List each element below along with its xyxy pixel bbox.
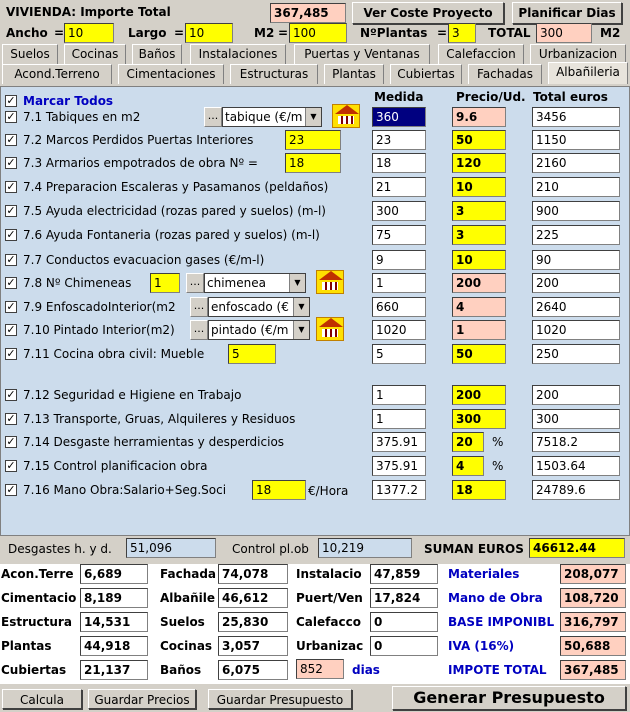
chevron-down-icon[interactable]: ▼ [293, 321, 309, 339]
precio-input[interactable]: 300 [452, 409, 506, 429]
house-icon[interactable] [316, 317, 344, 341]
precio-input[interactable]: 3 [452, 201, 506, 221]
row-more-button[interactable]: ... [190, 297, 208, 317]
tab-cubiertas[interactable]: Cubiertas [390, 64, 462, 84]
row-checkbox[interactable]: ✓ [6, 133, 16, 146]
dropdown-value: pintado (€/m [211, 323, 289, 337]
pct-label: % [492, 459, 504, 473]
tab-cocinas[interactable]: Cocinas [64, 44, 126, 64]
total-input: 300 [532, 409, 620, 429]
suman-label: SUMAN EUROS [424, 542, 524, 556]
summary-value: 47,859 [370, 564, 438, 584]
precio-input[interactable]: 9.6 [452, 107, 506, 127]
total-input: 1150 [532, 130, 620, 150]
total-input: 2160 [532, 153, 620, 173]
ancho-label: Ancho [6, 26, 48, 40]
summary-label: BASE IMPONIBL [448, 615, 555, 629]
summary-value: 21,137 [80, 660, 148, 680]
row-unit: €/Hora [308, 484, 349, 498]
row-label: 7.5 Ayuda electricidad (rozas pared y suelos) (m-l) [23, 204, 326, 218]
row-checkbox[interactable]: ✓ [6, 323, 16, 336]
row-label: 7.10 Pintado Interior(m2) [23, 323, 175, 337]
total-input: 1020 [532, 320, 620, 340]
desgastes-label: Desgastes h. y d. [8, 542, 112, 556]
summary-value: 14,531 [80, 612, 148, 632]
row-label: 7.11 Cocina obra civil: Mueble [23, 347, 205, 361]
medida-input[interactable]: 375.91 [372, 456, 426, 476]
summary-value: 25,830 [218, 612, 288, 632]
tab-albanileria[interactable]: Albañileria [548, 62, 628, 84]
precio-input[interactable]: 20 [452, 432, 484, 452]
precio-input[interactable]: 50 [452, 344, 506, 364]
precio-input[interactable]: 3 [452, 225, 506, 245]
row-checkbox[interactable]: ✓ [6, 253, 16, 266]
row-label: 7.8 Nº Chimeneas [23, 276, 132, 290]
precio-input[interactable]: 18 [452, 480, 506, 500]
row-checkbox[interactable]: ✓ [6, 276, 16, 289]
row-checkbox[interactable]: ✓ [6, 412, 16, 425]
medida-input[interactable]: 18 [372, 153, 426, 173]
row-checkbox[interactable]: ✓ [6, 347, 16, 360]
medida-input[interactable]: 1377.2 [372, 480, 426, 500]
medida-input[interactable]: 375.91 [372, 432, 426, 452]
nplantas-input[interactable]: 3 [448, 23, 476, 43]
summary-value: 74,078 [218, 564, 288, 584]
summary-label: Acon.Terre [1, 567, 74, 581]
row-label: 7.12 Seguridad e Higiene en Trabajo [23, 388, 242, 402]
precio-input[interactable]: 10 [452, 250, 506, 270]
row-checkbox[interactable]: ✓ [6, 388, 16, 401]
guardar-precios-button[interactable]: Guardar Precios [88, 689, 196, 709]
suman-value: 46612.44 [529, 538, 625, 558]
medida-input[interactable]: 300 [372, 201, 426, 221]
summary-label: Puert/Ven [296, 591, 363, 605]
summary-label: Mano de Obra [448, 591, 543, 605]
medida-input[interactable]: 23 [372, 130, 426, 150]
row-label: 7.9 EnfoscadoInterior(m2 [23, 300, 176, 314]
row-label: 7.15 Control planificacion obra [23, 459, 208, 473]
medida-input[interactable]: 360 [372, 107, 426, 127]
desgastes-value: 51,096 [126, 538, 216, 558]
col-medida: Medida [374, 90, 424, 104]
total-input: 225 [532, 225, 620, 245]
row-checkbox[interactable]: ✓ [6, 156, 16, 169]
largo-label: Largo [128, 26, 167, 40]
dropdown-value: chimenea [207, 276, 266, 290]
row-dropdown[interactable] [222, 107, 322, 127]
medida-input[interactable]: 21 [372, 177, 426, 197]
summary-value: 0 [370, 636, 438, 656]
total-input: 1503.64 [532, 456, 620, 476]
tab-plantas[interactable]: Plantas [324, 64, 384, 84]
largo-input[interactable]: 10 [185, 23, 233, 43]
summary-label: Instalacio [296, 567, 362, 581]
total-m2: 300 [536, 23, 592, 43]
tab-calefaccion[interactable]: Calefaccion [438, 44, 524, 64]
precio-input[interactable]: 200 [452, 385, 506, 405]
row-label: 7.4 Preparacion Escaleras y Pasamanos (peldaños) [23, 180, 329, 194]
dropdown-value: enfoscado (€ [211, 300, 289, 314]
row-checkbox[interactable]: ✓ [6, 204, 16, 217]
summary-value: 208,077 [560, 564, 626, 584]
row-extra-input[interactable]: 23 [285, 130, 341, 150]
row-extra-input[interactable]: 5 [228, 344, 276, 364]
summary-value: 17,824 [370, 588, 438, 608]
summary-label: Cubiertas [1, 663, 67, 677]
eq-sign: = [278, 26, 289, 40]
precio-input[interactable]: 4 [452, 297, 506, 317]
summary-value: 8,189 [80, 588, 148, 608]
dias-value: 852 [296, 659, 344, 679]
precio-input[interactable]: 10 [452, 177, 506, 197]
summary-label: Urbanizac [296, 639, 364, 653]
chevron-down-icon[interactable]: ▼ [289, 274, 305, 292]
control-value: 10,219 [318, 538, 412, 558]
row-more-button[interactable]: ... [190, 320, 208, 340]
row-label: 7.7 Conductos evacuacion gases (€/m-l) [23, 253, 265, 267]
row-checkbox[interactable]: ✓ [6, 110, 16, 123]
summary-label: Suelos [160, 615, 205, 629]
summary-label: Plantas [1, 639, 52, 653]
row-label: 7.13 Transporte, Gruas, Alquileres y Residuos [23, 412, 296, 426]
control-label: Control pl.ob [232, 542, 309, 556]
summary-value: 3,057 [218, 636, 288, 656]
row-checkbox[interactable]: ✓ [6, 300, 16, 313]
tab-cimentaciones[interactable]: Cimentaciones [118, 64, 224, 84]
app-title: VIVIENDA: Importe Total [6, 5, 171, 19]
medida-input[interactable]: 75 [372, 225, 426, 245]
marcar-todos-label: Marcar Todos [23, 94, 114, 108]
calcula-button[interactable]: Calcula [2, 689, 82, 709]
summary-value: 46,612 [218, 588, 288, 608]
ver-coste-button[interactable]: Ver Coste Proyecto [352, 2, 504, 24]
row-extra-input[interactable]: 18 [252, 480, 306, 500]
row-label: 7.16 Mano Obra:Salario+Seg.Soci [23, 483, 227, 497]
total-input: 2640 [532, 297, 620, 317]
summary-label: Cimentacio [1, 591, 77, 605]
nplantas-label: NºPlantas [360, 26, 428, 40]
row-label: 7.1 Tabiques en m2 [23, 110, 141, 124]
total-input: 7518.2 [532, 432, 620, 452]
total-input: 210 [532, 177, 620, 197]
precio-input[interactable]: 4 [452, 456, 484, 476]
precio-input[interactable]: 200 [452, 273, 506, 293]
summary-value: 316,797 [560, 612, 626, 632]
medida-input[interactable]: 660 [372, 297, 426, 317]
ancho-input[interactable]: 10 [64, 23, 114, 43]
summary-label: Fachada [160, 567, 216, 581]
row-more-button[interactable]: ... [186, 273, 204, 293]
row-checkbox[interactable]: ✓ [6, 180, 16, 193]
total-label: TOTAL [488, 26, 531, 40]
eq-sign: = [54, 26, 65, 40]
row-dropdown[interactable] [208, 297, 310, 317]
summary-label: IVA (16%) [448, 639, 515, 653]
tab-instalaciones[interactable]: Instalaciones [190, 44, 286, 64]
pct-label: % [492, 435, 504, 449]
total-input: 24789.6 [532, 480, 620, 500]
dropdown-value: tabique (€/m [225, 110, 303, 124]
row-extra-input[interactable]: 18 [285, 153, 341, 173]
total-input: 90 [532, 250, 620, 270]
tab-fachadas[interactable]: Fachadas [468, 64, 542, 84]
precio-input[interactable]: 1 [452, 320, 506, 340]
summary-value: 0 [370, 612, 438, 632]
row-label: 7.6 Ayuda Fontaneria (rozas pared y suelos) (m-l) [23, 228, 320, 242]
tab-puertas[interactable]: Puertas y Ventanas [294, 44, 430, 64]
total-input: 200 [532, 385, 620, 405]
guardar-presupuesto-button[interactable]: Guardar Presupuesto [208, 689, 352, 709]
tab-acond-terreno[interactable]: Acond.Terreno [2, 64, 112, 84]
tab-urbanizacion[interactable]: Urbanizacion [530, 44, 626, 64]
medida-input[interactable]: 9 [372, 250, 426, 270]
summary-label: Materiales [448, 567, 520, 581]
chevron-down-icon[interactable]: ▼ [305, 108, 321, 126]
summary-value: 44,918 [80, 636, 148, 656]
col-total: Total euros [533, 90, 608, 104]
generar-presupuesto-button[interactable]: Generar Presupuesto [392, 686, 626, 710]
medida-input[interactable]: 5 [372, 344, 426, 364]
m2-input[interactable]: 100 [289, 23, 347, 43]
summary-label: Baños [160, 663, 202, 677]
summary-value: 367,485 [560, 660, 626, 680]
dias-label: dias [352, 663, 380, 677]
row-checkbox[interactable]: ✓ [6, 435, 16, 448]
row-extra-input[interactable]: 1 [150, 273, 180, 293]
summary-label: IMPOTE TOTAL [448, 663, 547, 677]
precio-input[interactable]: 120 [452, 153, 506, 173]
planificar-button[interactable]: Planificar Dias [512, 2, 622, 24]
summary-value: 6,075 [218, 660, 288, 680]
row-more-button[interactable]: ... [204, 107, 222, 127]
eq-sign: = [174, 26, 185, 40]
total-input: 900 [532, 201, 620, 221]
medida-input[interactable]: 1020 [372, 320, 426, 340]
house-icon[interactable] [316, 270, 344, 294]
summary-label: Calefacco [296, 615, 361, 629]
summary-label: Albañile [160, 591, 215, 605]
marcar-todos-checkbox[interactable]: ✓ [6, 94, 16, 107]
house-icon[interactable] [332, 104, 360, 128]
medida-input[interactable]: 1 [372, 273, 426, 293]
total-input: 200 [532, 273, 620, 293]
summary-value: 108,720 [560, 588, 626, 608]
medida-input[interactable]: 1 [372, 409, 426, 429]
row-checkbox[interactable]: ✓ [6, 228, 16, 241]
eq-sign: = [437, 26, 448, 40]
col-precio: Precio/Ud. [456, 90, 526, 104]
total-input: 250 [532, 344, 620, 364]
row-checkbox[interactable]: ✓ [6, 483, 16, 496]
row-dropdown[interactable] [204, 273, 306, 293]
row-checkbox[interactable]: ✓ [6, 459, 16, 472]
row-label: 7.14 Desgaste herramientas y desperdicios [23, 435, 285, 449]
summary-value: 50,688 [560, 636, 626, 656]
row-label: 7.2 Marcos Perdidos Puertas Interiores [23, 133, 254, 147]
medida-input[interactable]: 1 [372, 385, 426, 405]
summary-value: 6,689 [80, 564, 148, 584]
tab-suelos[interactable]: Suelos [2, 44, 58, 64]
summary-label: Cocinas [160, 639, 213, 653]
summary-label: Estructura [1, 615, 72, 629]
chevron-down-icon[interactable]: ▼ [293, 298, 309, 316]
tab-banos[interactable]: Baños [132, 44, 182, 64]
total-importe: 367,485 [270, 3, 346, 23]
m2-unit: M2 [600, 26, 621, 40]
tab-estructuras[interactable]: Estructuras [230, 64, 318, 84]
precio-input[interactable]: 50 [452, 130, 506, 150]
row-label: 7.3 Armarios empotrados de obra Nº = [23, 156, 258, 170]
m2-label: M2 [254, 26, 275, 40]
row-dropdown[interactable] [208, 320, 310, 340]
total-input: 3456 [532, 107, 620, 127]
